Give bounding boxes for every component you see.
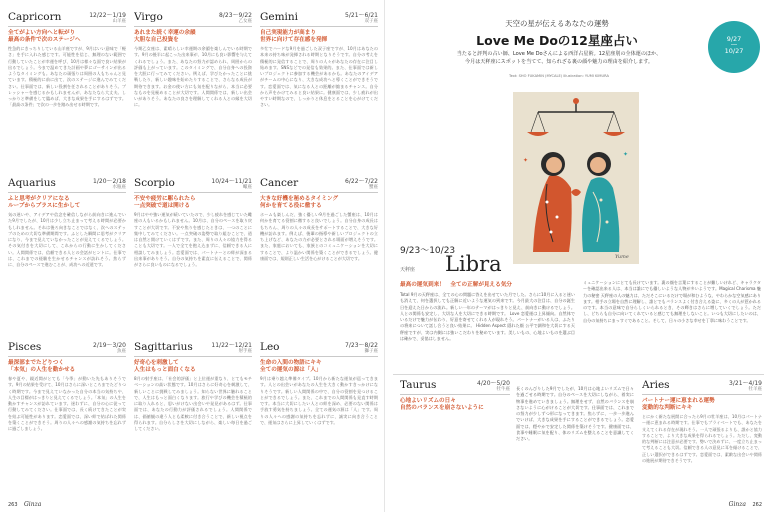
sign-body: 今期乙女座は、素晴らしい幸運期の余韻を楽しんでいる時期です。9月の後半に起こった出来事が、10月にも良い影響を与えてくれるでしょう。また、あなたの努力が認められ、周囲からの評価も上がっています。このタイミングで、自分自身への投資を大胆に行ってみてください。例えば、学びたかったことに挑戦したり、新しい趣味を始めたりすることで、さらなる成長が期待できます。お金の使い方にも気を配りながら、本当に必要なものを見極めることが大切です。人間関係では、新しい出会いがありそう。あなたの良さを理解してくれる人との縁を大切に。 <box>134 46 252 108</box>
sign-name: Cancer <box>260 177 299 189</box>
sign-cancer <box>260 176 378 336</box>
sign-body: 気の迷いや、アイデアや信念を確信しながら前向きに進んでいた9月でしたが、10月は少し立ち止まって考える時間が必要かもしれません。それは後ろ向きなことではなく、次へのステップのための大切な準備期間です。ふとした瞬間に思考がクリアになり、今まで見えていなかったことが見えてくるでしょう。その気付きを大切にして、これからの行動に生かしてください。人間関係では、信頼できる人との会話がヒントに。仕事では、これまでの経験を生かせるチャンスが訪れそう。焦らずに、自分のペースで進むことが、成功への近道です。 <box>8 212 126 267</box>
sign-name: Sagittarius <box>134 341 193 353</box>
sign-gemini <box>260 10 378 173</box>
sign-body: 性急的にきっちりしている山羊座ですが、9月はいい意味で「軽さ」を手に入れた感じです。可能性を信じ、無理のない範囲で行動していたことが幸運を呼び、10月は様々な面で良い結果が出るでしょう。今まで温めてきた計画や夢にゴーサインが出るようなタイミングも。あなたの頑張りは周囲の人もちゃんと見ています。積極的に前に出て、次のステージに進んでみてください。仕事面では、新しい役割を任されることがありそう。プレッシャーを感じるかもしれませんが、あなたなら大丈夫。しっかりと準備をして臨めば、大きな成果を手にするはずです。「最高の条件」で次の一歩を踏み出せる時期です。 <box>8 46 126 108</box>
sign-header <box>260 340 378 357</box>
sign-body: 9月はやや強い運気が続いていたので、少し疲れを感じていた蠍座の人もいるかもしれません。10月は、自分のペースを取り戻すことが大切です。不安や焦りを感じたときは、一つのことに集中してみてください。一点突破の姿勢で取り組むことで、道は自然と開けていくはずです。また、周りの人々の協力を得ることも大切です。一人で全てを抱え込まずに、信頼できる人に相談してみましょう。恋愛面では、パートナーとの絆が深まる出来事がありそう。自分の気持ちを素直に伝えることで、関係がさらに良いものになるでしょう。 <box>134 212 252 267</box>
sign-date: 1/20～2/18 <box>93 178 126 185</box>
period-from: 9/27 <box>726 35 742 43</box>
sign-header <box>260 176 378 193</box>
sign-date: 4/20～5/20 <box>477 380 510 387</box>
sign-headline: パートナー運に恵まれる運勢 変動的な判断にキキ <box>642 398 715 411</box>
sign-name: Aquarius <box>8 177 56 189</box>
sign-scorpio <box>134 176 252 336</box>
page-number: 262 <box>752 502 762 508</box>
sign-headline: 不安や疲労に駆られたら 一点突破で道は開ける <box>134 196 196 209</box>
libra-date-range: 9/23～10/23 <box>400 246 456 256</box>
sign-date: 12/22～1/19 <box>89 12 126 19</box>
sign-header <box>642 378 762 395</box>
libra-headline: 最高の運気到来！ 全ての正解が見える気分 <box>400 282 512 288</box>
period-to: 10/27 <box>724 47 744 55</box>
sign-japanese: 蟹座 <box>369 185 378 190</box>
sign-name: Leo <box>260 341 280 353</box>
sign-headline: 大きな好機を秘めるタイミング 何かを育てる役に徹する <box>260 196 339 209</box>
sign-body: ホームも楽しんだ、強く優しい9月を過ごした蟹座は、10月は何かを育てる役割に徹すると良いでしょう。自分自身の成長はもちろん、周りの人々の成長をサポートすることで、大きな好機が訪れます。例えば、後輩の指導や新しいプロジェクトの立ち上げなど、あなたの力が必要とされる場面が増えそうです。また、家庭においても、家族とのコミュニケーションを大切にすることで、より温かい関係を築くことができるでしょう。健康面では、規則正しい生活を心がけることが大切です。 <box>260 212 378 261</box>
sign-header <box>8 176 126 193</box>
period-badge <box>708 21 760 73</box>
feature-lead-line: 今月は天秤座にスポットを当てて、知られざる裏の顔や魅力の理由を紹介します。 <box>465 58 653 65</box>
sign-sagittarius <box>134 340 252 496</box>
period-dash: ― <box>731 41 737 48</box>
sign-date: 5/21～6/21 <box>345 12 378 19</box>
sign-body: 8月の射手座は、「社会的評価」と上位運が重なり、とてもモチベーションの高い状態です。10月はさらに好奇心を刺激して、新しいことに挑戦してみましょう。知らない世界に触れることで、人生はもっと面白くなります。旅行や学びの機会を積極的に取り入れると、思いがけない出会いや発見があるはず。仕事面では、あなたの行動力が評価されるでしょう。人間関係では、価値観の違う人とも柔軟に付き合うことで、新しい視点を得られます。自分らしさを大切にしながら、楽しい毎日を過ごしてください。 <box>134 376 252 431</box>
sign-capricorn <box>8 10 126 173</box>
sign-virgo <box>134 10 252 173</box>
sign-date: 8/23～9/22 <box>219 12 252 19</box>
divider <box>393 374 764 375</box>
sign-body: とにかく新たな展開に合ったら9月の牡羊座は、10月はパートナー運に恵まれる時期です。仕事でもプライベートでも、あなたを支えてくれる存在が現れそう。一人で頑張るよりも、誰かと協力することで、より大きな成果を得られるでしょう。ただし、変動的な判断には注意が必要です。勢いで決めずに、一度立ち止まって考えることも大切。信頼できる人の意見に耳を傾けることで、正しい選択ができるはずです。恋愛面では、素敵な出会いや関係の進展が期待できそうです。 <box>642 414 762 463</box>
sign-headline: 自己実現能力が高まり 世界に向けて存在感を発揮 <box>260 30 328 43</box>
sign-date: 3/21～4/19 <box>729 380 762 387</box>
sign-name: Capricorn <box>8 11 62 23</box>
sign-japanese: 射手座 <box>238 349 252 354</box>
sign-name: Pisces <box>8 341 42 353</box>
sign-leo <box>260 340 378 496</box>
libra-japanese: 天秤座 <box>400 267 416 273</box>
right-page <box>385 0 770 512</box>
sign-header <box>260 10 378 27</box>
sign-date: 11/22～12/21 <box>211 342 252 349</box>
feature-credit: Text: SHO FUKAMIN (MYCALE) Illustration: YUMI KIMURA <box>509 74 609 78</box>
sign-header <box>8 340 126 357</box>
sign-date: 10/24～11/21 <box>211 178 252 185</box>
sign-body: 多忙でハードな9月を過ごした双子座ですが、10月はあなたの本来の持ち味が発揮される時期となりそうです。自分の考えを積極的に発信することで、周りの人々があなたの存在に注目し始めます。SNSなどでの発信も効果的。また、仕事面では新しいプロジェクトに参加する機会があるかも。あなたのアイデアがチームの中心になり、大きな成功へと導くことができそうです。恋愛面では、気になる人との距離が縮まるチャンス。自分から声をかけてみると良い結果に。健康面では、少し疲れが出やすい時期なので、しっかりと休息をとることを心がけてください。 <box>260 46 378 108</box>
sign-pisces <box>8 340 126 496</box>
sign-headline: 生命の入間の物語にキキ 全ての運気の源は「人」 <box>260 360 322 373</box>
sign-taurus <box>400 378 510 496</box>
sign-header <box>8 10 126 27</box>
sign-headline: 好奇心を刺激して 人生はもっと面白くなる <box>134 360 196 373</box>
feature-kicker: 天空の星が伝えるあなたの運勢 <box>505 19 609 28</box>
sign-name: Taurus <box>400 379 437 391</box>
sign-name: Aries <box>642 379 670 391</box>
feature-lead <box>439 51 679 66</box>
sign-body: 9月は乗り越え準備タイプ。10月から新たな運気が巡ってきます。人との出会いがあなたの人生を大きく動かすきっかけになりそうです。新しい人間関係の中で、自分の役割を見つけることができるでしょう。また、これまでの人間関係も見直す時期です。本当に大切にしたい人との絆を深め、必要のない関係は手放す勇気を持ちましょう。全ての運気の源は「人」です。周りの人々への感謝の気持ちを忘れずに、誠実に向き合うことで、運気はさらに上昇していくはずです。 <box>260 376 378 425</box>
sign-header <box>134 176 252 193</box>
sign-date: 2/19～3/20 <box>93 342 126 349</box>
sign-headline: 心地よいリズムの日々 自然のバランスを崩さないように <box>400 398 484 411</box>
star-icon: ✦ <box>623 151 629 158</box>
sign-name: Gemini <box>260 11 299 23</box>
sign-header <box>400 378 510 395</box>
sign-headline: 全てがよい方向へと転がり 最高の条件で次のステージへ <box>8 30 81 43</box>
magazine-logo: Ginza <box>728 501 746 508</box>
sign-body: 春や夏や、親近間がとても「今季」が動いた先もありそうです。9月の結果を受けて、10月はさらに深いところまでたどりつく時期です。今まで見えていなかった自分の本当の気持ちや、人生の目標がはっきりと見えてくるでしょう。「本気」の人生を動かすチャンスが訪れています。迷わずに、自分の心に従って行動してみてください。仕事面では、長く続けてきたことが実を結ぶ可能性があります。恋愛面では、深い絆で結ばれた関係を築くことができそう。周りの人々への感謝の気持ちを忘れずに過ごしましょう。 <box>8 376 126 431</box>
sign-headline: 最深部までたどりつく 「本気」の人生を動かせる <box>8 360 76 373</box>
page-number: 263 <box>8 502 18 508</box>
sign-japanese: 魚座 <box>117 349 126 354</box>
star-icon: ✦ <box>523 157 529 164</box>
sign-date: 7/23～8/22 <box>345 342 378 349</box>
feature-lead-line: 当たると評判の占い師、Love Me Doさんによる西洋占星術。12星座別の全体運のほか、 <box>456 51 662 57</box>
sign-japanese: 山羊座 <box>112 19 126 24</box>
libra-body-col1: Total 9月の天秤座は、全ての心の問題に答えを出せていた月でした。さらに10月に入ると迷いも消えて、何を選択しても正解に近いような運気の到来です。今月最大の注目は、自分の誕生日を迎えた日からの流れ。新しい一年のテーマがはっきりと見え、前向きに動けるでしょう。人との関係も安定し、大切な人を大切にできる時期です。 Love 恋愛運は上昇傾向。自然体でいるだけで魅力が伝わり、好意を寄せてくれる人が現れそう。パートナーがいる人は、ふたりの将来について話し合うと良い結果に。 Hidden Aspect 隠れた顔 公平で調和を大切にする天秤座ですが、実は内側には強いこだわりを秘めています。美しいもの、心地よいものを選ぶ目は確かで、妥協はしません。 <box>400 292 575 342</box>
magazine-logo: Ginza <box>24 501 42 508</box>
sign-japanese: 蠍座 <box>243 185 252 190</box>
illustration-background <box>513 92 639 264</box>
sign-date: 6/22～7/22 <box>345 178 378 185</box>
libra-illustration <box>513 92 639 264</box>
sign-headline: あれまた続く幸運の余韻 大胆な自己投資を <box>134 30 196 43</box>
sign-name: Virgo <box>134 11 163 23</box>
sign-headline: ふと思考がクリアになる ループからプラスに生かして <box>8 196 81 209</box>
sign-japanese: 牡羊座 <box>748 387 762 392</box>
sign-header <box>134 340 252 357</box>
sign-japanese: 牡牛座 <box>496 387 510 392</box>
taurus-body: 長くのんびりした9月でしたが、10月は心地よいリズムで日々を過ごせる時期です。自分のペースを大切にしながら、着実に物事を進めていきましょう。無理をせず、自然のバランスを崩さないように心がけることが大切です。仕事面では、これまでの努力が少しずつ形になってきます。焦らずに、一歩一歩進んでいけば、大きな成果を手にすることができるでしょう。恋愛面では、穏やかで安定した関係を築けそうです。健康面では、食事や睡眠に気を配り、体のリズムを整えることを意識してください。 <box>516 386 634 442</box>
libra-body-col2: ミュニケーションにとても長けています。裏の顔を言葉にすることが難しいけれど、キャラクターを確認出来る人は、本当は誰にでも優しいような人物が多いようです。Magical Charisma 魅力の秘密 天秤座の人の魅力は、ただそこにいるだけで場が和むような、やわらかな空気感にあります。相手の立場を自然に理解し、誰とでもバランスよく付き合える姿に、多くの人が惹かれるのです。本当の意味で自分らしくいられるとき、その輝きはさらに増していくでしょう。ただし、どちらも自分に向いてくれていると感じても無理をしないこと。いつも大切にしたいのは、自分の気持ちにまっすぐであること。そして、日々の小さな幸せを丁寧に味わうことです。 <box>583 280 761 323</box>
feature-title: Love Me Doの12星座占い <box>476 33 638 48</box>
sign-japanese: 獅子座 <box>364 349 378 354</box>
sign-japanese: 水瓶座 <box>112 185 126 190</box>
libra-title: Libra <box>445 252 502 276</box>
sign-aquarius <box>8 176 126 336</box>
sign-aries <box>642 378 762 496</box>
sign-japanese: 双子座 <box>364 19 378 24</box>
sign-japanese: 乙女座 <box>238 19 252 24</box>
scale-top-ornament <box>573 98 579 104</box>
illustration-signature: Yume <box>615 254 629 260</box>
sign-header <box>134 10 252 27</box>
sign-name: Scorpio <box>134 177 175 189</box>
